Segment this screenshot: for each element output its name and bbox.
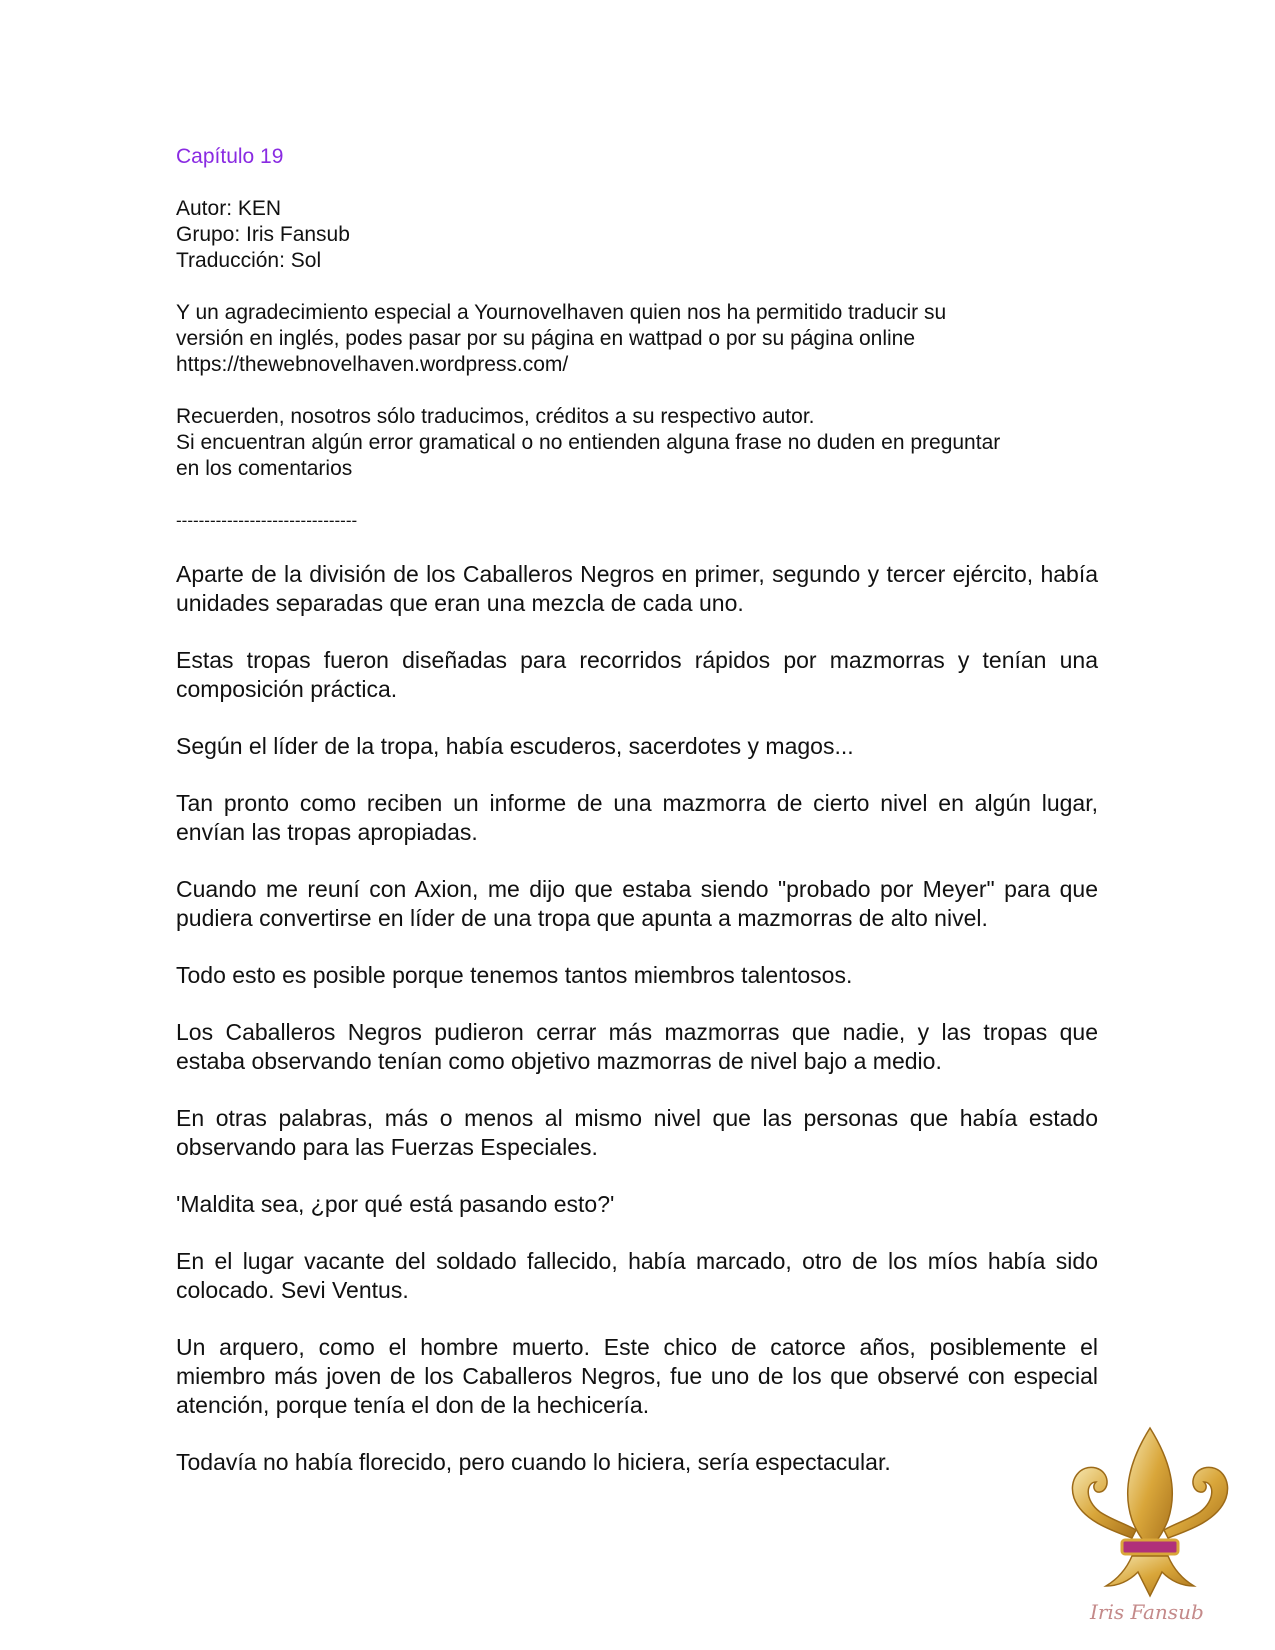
story-paragraph: Todo esto es posible porque tenemos tantos miembros talentosos. xyxy=(176,962,853,988)
story-paragraph: Todavía no había florecido, pero cuando lo hiciera, sería espectacular. xyxy=(176,1449,891,1475)
story-paragraph: 'Maldita sea, ¿por qué está pasando esto?' xyxy=(176,1191,615,1217)
thanks-link[interactable]: https://thewebnovelhaven.wordpress.com/ xyxy=(176,353,569,376)
story-paragraph: Un arquero, como el hombre muerto. Este chico de catorce años, posiblemente el miembro más joven de los Caballeros Negros, fue uno de los que observé con especial atención, porque tenía el don de la hechicería. xyxy=(176,1334,1098,1418)
reminder-line-3: en los comentarios xyxy=(176,457,353,480)
group-line: Grupo: Iris Fansub xyxy=(176,223,350,246)
credits-block xyxy=(176,196,1098,274)
thanks-line-1: Y un agradecimiento especial a Yournovelhaven quien nos ha permitido traducir su xyxy=(176,301,947,324)
story-paragraph: Los Caballeros Negros pudieron cerrar más mazmorras que nadie, y las tropas que estaba observando tenían como objetivo mazmorras de nivel bajo a medio. xyxy=(176,1019,1098,1074)
reminder-block xyxy=(176,404,1098,482)
document-page xyxy=(176,144,1098,1505)
story-paragraph: En otras palabras, más o menos al mismo nivel que las personas que había estado observando para las Fuerzas Especiales. xyxy=(176,1105,1098,1160)
story-paragraph: En el lugar vacante del soldado fallecido, había marcado, otro de los míos había sido colocado. Sevi Ventus. xyxy=(176,1248,1098,1303)
section-divider: -------------------------------- xyxy=(176,511,358,530)
thanks-block xyxy=(176,300,1098,378)
watermark-caption: Iris Fansub xyxy=(1090,1600,1204,1624)
reminder-line-2: Si encuentran algún error gramatical o no entienden alguna frase no duden en preguntar xyxy=(176,431,1001,454)
thanks-line-2: versión en inglés, podes pasar por su página en wattpad o por su página online xyxy=(176,327,916,350)
story-paragraph: Cuando me reuní con Axion, me dijo que estaba siendo "probado por Meyer" para que pudiera convertirse en líder de una tropa que apunta a mazmorras de alto nivel. xyxy=(176,876,1098,931)
chapter-title: Capítulo 19 xyxy=(176,145,284,168)
story-paragraph: Estas tropas fueron diseñadas para recorridos rápidos por mazmorras y tenían una composición práctica. xyxy=(176,647,1098,702)
story-paragraph: Según el líder de la tropa, había escuderos, sacerdotes y magos... xyxy=(176,733,854,759)
story-paragraph: Aparte de la división de los Caballeros Negros en primer, segundo y tercer ejército, había unidades separadas que eran una mezcla de cada uno. xyxy=(176,561,1098,616)
story-paragraph: Tan pronto como reciben un informe de una mazmorra de cierto nivel en algún lugar, envían las tropas apropiadas. xyxy=(176,790,1098,845)
reminder-line-1: Recuerden, nosotros sólo traducimos, créditos a su respectivo autor. xyxy=(176,405,815,428)
story-body xyxy=(176,560,1098,1477)
author-line: Autor: KEN xyxy=(176,197,282,220)
translation-line: Traducción: Sol xyxy=(176,249,322,272)
